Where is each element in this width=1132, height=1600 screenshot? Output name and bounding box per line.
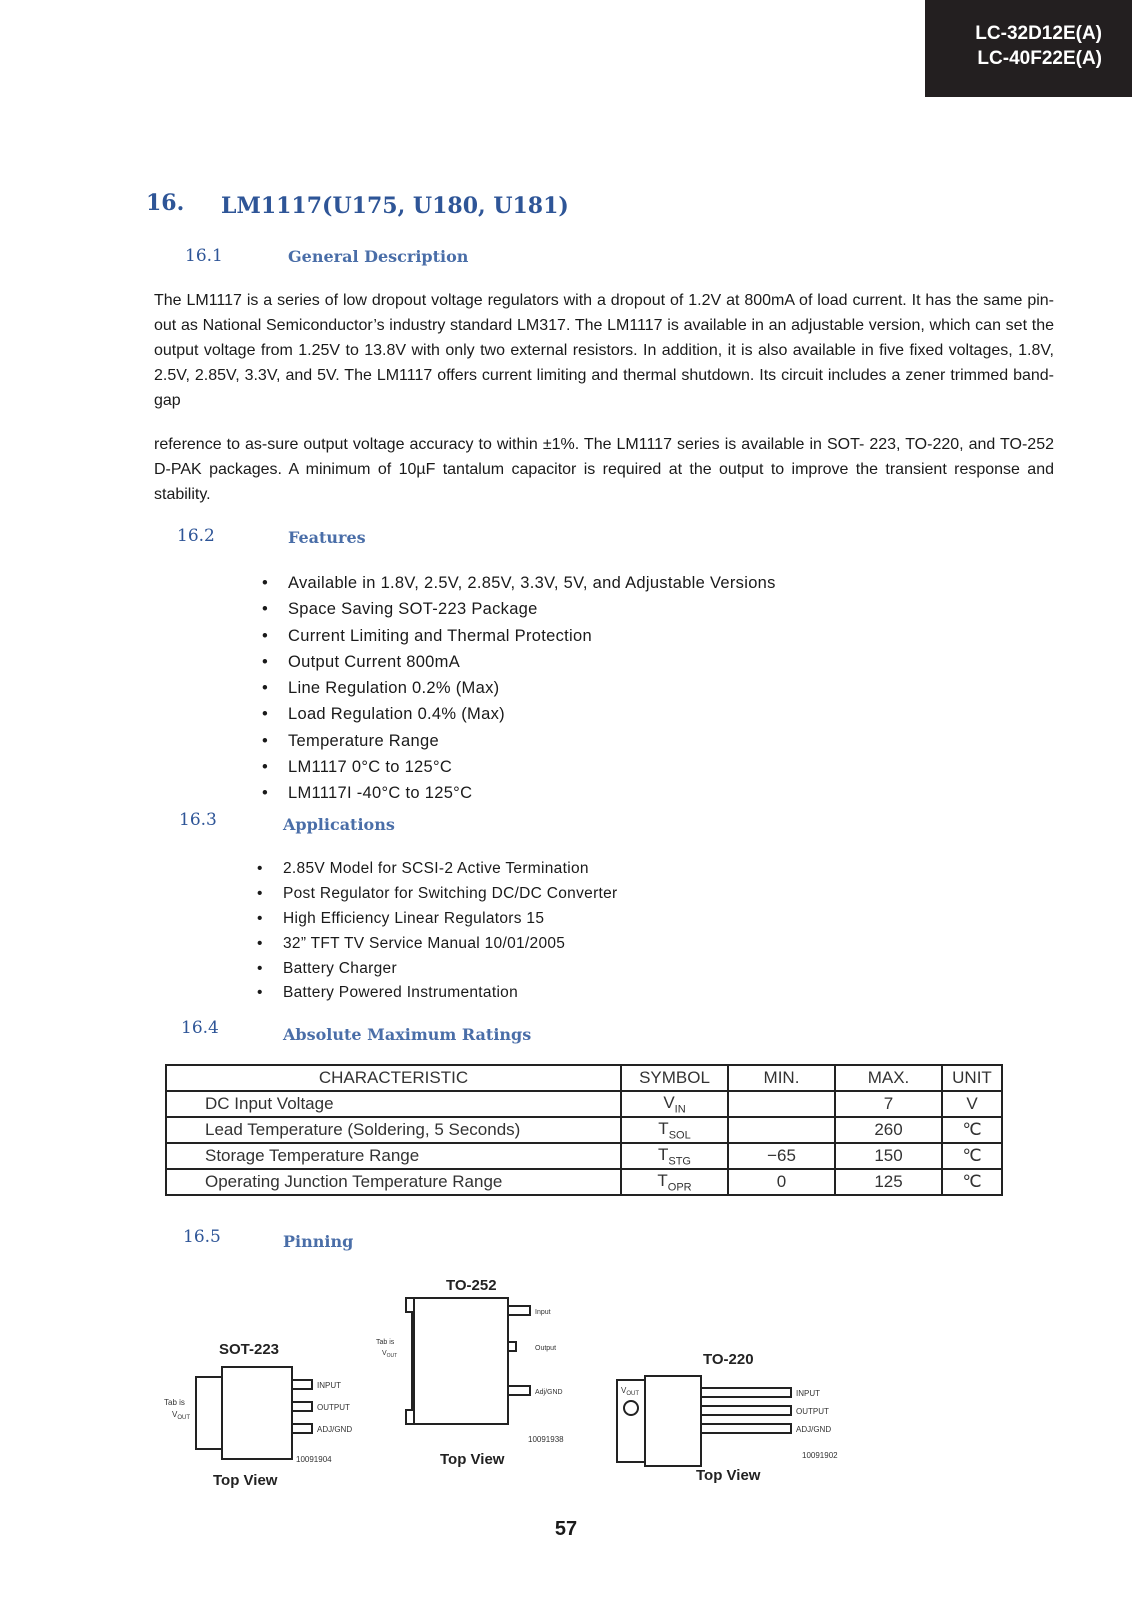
unit-cell: ℃: [942, 1169, 1002, 1195]
absolute-maximum-ratings-table: [165, 1064, 1003, 1196]
to220-package-name: TO-220: [703, 1351, 754, 1368]
to220-pin-1: [701, 1388, 791, 1397]
list-item: • Line Regulation 0.2% (Max): [258, 675, 776, 701]
column-header-unit: UNIT: [942, 1065, 1002, 1091]
table-header-row: [166, 1065, 1002, 1091]
symbol-cell: [621, 1169, 728, 1195]
symbol-subscript: OPR: [667, 1181, 692, 1194]
sot223-top-view-label: Top View: [213, 1472, 278, 1489]
symbol-cell: [621, 1117, 728, 1143]
chapter-title: LM1117(U175, U180, U181): [221, 193, 569, 219]
section-number-ratings: 16.4: [181, 1018, 219, 1038]
sot223-package-name: SOT-223: [219, 1341, 280, 1358]
to220-tab-label: $V_{OUT}$: [621, 1386, 640, 1397]
to252-pin-2: [508, 1342, 516, 1351]
to252-diagram: [376, 1277, 564, 1468]
min-cell: 0: [728, 1169, 835, 1195]
to252-pin-1: [508, 1306, 530, 1315]
column-header-min: MIN.: [728, 1065, 835, 1091]
section-number-features: 16.2: [177, 526, 215, 546]
column-header-symbol: SYMBOL: [621, 1065, 728, 1091]
applications-list: [253, 856, 618, 1005]
max-cell: 7: [835, 1091, 942, 1117]
table-row: [166, 1117, 1002, 1143]
list-item: • Current Limiting and Thermal Protection: [258, 623, 776, 649]
list-item: • Battery Powered Instrumentation: [253, 980, 618, 1005]
list-item: • Available in 1.8V, 2.5V, 2.85V, 3.3V, 5V, and Adjustable Versions: [258, 570, 776, 596]
section-number-pinning: 16.5: [183, 1227, 221, 1247]
table-row: [166, 1143, 1002, 1169]
list-item: • Output Current 800mA: [258, 649, 776, 675]
section-title-pinning: Pinning: [283, 1232, 354, 1251]
sot223-pin-3-label: ADJ/GND: [317, 1425, 353, 1434]
features-list: [258, 570, 776, 807]
unit-cell: V: [942, 1091, 1002, 1117]
section-number-applications: 16.3: [179, 810, 217, 830]
model-name-2: LC-40F22E(A): [977, 48, 1102, 69]
sot223-tab: [196, 1377, 222, 1449]
to220-figure-code: 10091902: [802, 1451, 838, 1460]
to252-figure-code: 10091938: [528, 1435, 564, 1444]
symbol-subscript: SOL: [668, 1129, 691, 1142]
min-cell: [728, 1091, 835, 1117]
sot223-pin-2: [292, 1402, 312, 1411]
sot223-tab-label-1: Tab is: [164, 1398, 185, 1407]
list-item: • Battery Charger: [253, 956, 618, 981]
sot223-pin-1: [292, 1380, 312, 1389]
max-cell: 125: [835, 1169, 942, 1195]
sot223-pin-1-label: INPUT: [317, 1381, 341, 1390]
characteristic-cell: Storage Temperature Range: [166, 1143, 621, 1169]
unit-cell: ℃: [942, 1117, 1002, 1143]
chapter-number: 16.: [146, 190, 185, 216]
list-item: • Post Regulator for Switching DC/DC Converter: [253, 881, 618, 906]
to220-diagram: [617, 1351, 838, 1484]
sot223-body: [222, 1367, 292, 1459]
to252-tab-label-2: $V_{OUT}$: [382, 1350, 398, 1359]
section-title-general: General Description: [288, 247, 469, 266]
max-cell: 260: [835, 1117, 942, 1143]
to252-pin-3: [508, 1386, 530, 1395]
symbol-subscript: STG: [668, 1155, 691, 1168]
column-header-characteristic: CHARACTERISTIC: [166, 1065, 621, 1091]
to252-pin-3-label: Adj/GND: [535, 1389, 563, 1396]
model-name-1: LC-32D12E(A): [975, 23, 1102, 44]
to220-top-view-label: Top View: [696, 1467, 761, 1484]
list-item: • LM1117 0°C to 125°C: [258, 754, 776, 780]
symbol-letter: V: [663, 1092, 675, 1112]
symbol-cell: [621, 1091, 728, 1117]
symbol-letter: T: [658, 1118, 669, 1138]
section-number-general: 16.1: [185, 246, 223, 266]
sot223-figure-code: 10091904: [296, 1455, 332, 1464]
to220-pin-3: [701, 1424, 791, 1433]
table-row: [166, 1091, 1002, 1117]
characteristic-cell: DC Input Voltage: [166, 1091, 621, 1117]
to220-mounting-hole: [624, 1401, 638, 1415]
to220-pin-2-label: OUTPUT: [796, 1407, 829, 1416]
min-cell: [728, 1117, 835, 1143]
to252-package-name: TO-252: [446, 1277, 497, 1294]
to252-pin-2-label: Output: [535, 1345, 557, 1352]
description-paragraph-2: reference to as-sure output voltage accuracy to within ±1%. The LM1117 series is available in SOT- 223, TO-220, and TO-252 D-PAK packages. A minimum of 10µF tantalum capacitor is required at the output to improve the transient response and stability.: [154, 436, 1054, 503]
list-item: • 2.85V Model for SCSI-2 Active Termination: [253, 856, 618, 881]
section-title-ratings: Absolute Maximum Ratings: [283, 1025, 532, 1044]
to220-pin-3-label: ADJ/GND: [796, 1425, 832, 1434]
model-header-box: [925, 0, 1132, 97]
characteristic-cell: Lead Temperature (Soldering, 5 Seconds): [166, 1117, 621, 1143]
to252-top-view-label: Top View: [440, 1451, 505, 1468]
unit-cell: ℃: [942, 1143, 1002, 1169]
sot223-tab-label-2: $V_{OUT}$: [172, 1410, 191, 1421]
sot223-diagram: [164, 1341, 352, 1489]
pinning-diagrams: [150, 1272, 870, 1502]
to252-pin-1-label: Input: [535, 1309, 551, 1316]
to252-tab-label-1: Tab is: [376, 1339, 395, 1346]
characteristic-cell: Operating Junction Temperature Range: [166, 1169, 621, 1195]
page-number: 57: [554, 1518, 578, 1540]
table-row: [166, 1169, 1002, 1195]
max-cell: 150: [835, 1143, 942, 1169]
to220-pin-2: [701, 1406, 791, 1415]
column-header-max: MAX.: [835, 1065, 942, 1091]
description-paragraph-1: The LM1117 is a series of low dropout voltage regulators with a dropout of 1.2V at 800mA of load current. It has the same pin-out as National Semiconductor’s industry standard LM317. The LM1117 is available in an adjustable version, which can set the output voltage from 1.25V to 13.8V with only two external resistors. In addition, it is also available in five fixed voltages, 1.8V, 2.5V, 2.85V, 3.3V, and 5V. The LM1117 offers current limiting and thermal shutdown. Its circuit includes a zener trimmed band-gap: [154, 292, 1054, 409]
symbol-subscript: IN: [674, 1103, 686, 1116]
list-item: • Temperature Range: [258, 728, 776, 754]
list-item: • High Efficiency Linear Regulators 15: [253, 906, 618, 931]
symbol-cell: [621, 1143, 728, 1169]
to252-tab: [406, 1298, 414, 1424]
section-title-features: Features: [288, 528, 366, 547]
min-cell: −65: [728, 1143, 835, 1169]
sot223-pin-2-label: OUTPUT: [317, 1403, 350, 1412]
symbol-letter: T: [657, 1170, 668, 1190]
to220-body: [645, 1376, 701, 1466]
to220-pin-1-label: INPUT: [796, 1389, 820, 1398]
to252-body: [414, 1298, 508, 1424]
symbol-letter: T: [657, 1144, 669, 1164]
sot223-pin-3: [292, 1424, 312, 1433]
list-item: • LM1117I -40°C to 125°C: [258, 780, 776, 806]
list-item: • Load Regulation 0.4% (Max): [258, 701, 776, 727]
list-item: • 32” TFT TV Service Manual 10/01/2005: [253, 931, 618, 956]
list-item: • Space Saving SOT-223 Package: [258, 596, 776, 622]
section-title-applications: Applications: [283, 815, 395, 834]
